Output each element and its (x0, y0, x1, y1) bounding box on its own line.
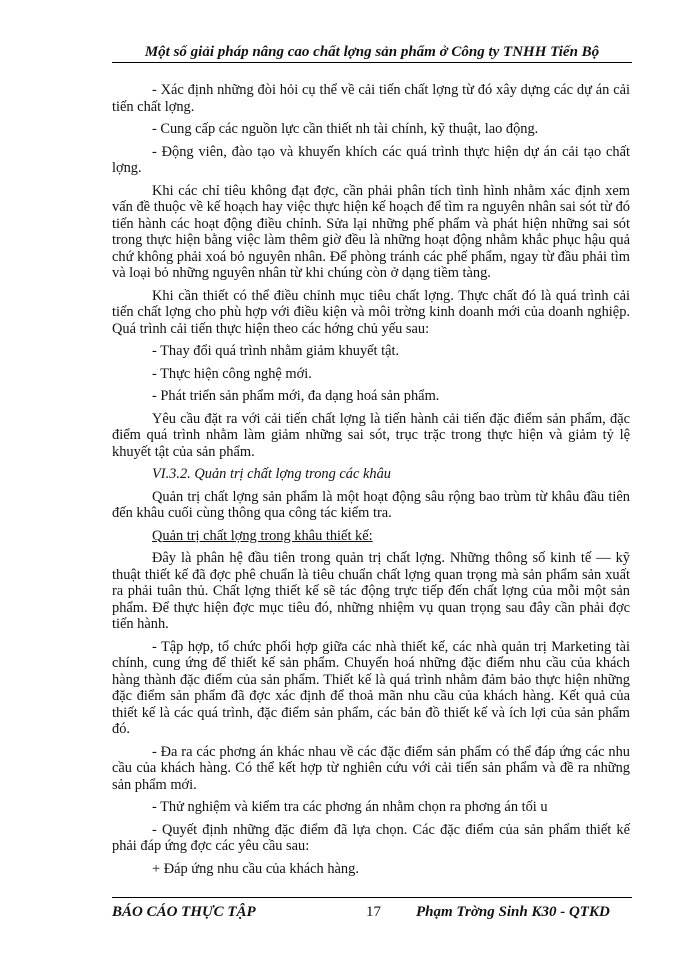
footer-rule (112, 897, 632, 898)
footer-report-label: BÁO CÁO THỰC TẬP (112, 904, 256, 920)
paragraph: - Quyết định những đặc điểm đã lựa chọn. Các đặc điểm của sản phẩm thiết kế phải đáp ứng đợc các yêu cầu sau: (112, 821, 630, 854)
paragraph: + Đáp ứng nhu cầu của khách hàng. (152, 860, 359, 877)
paragraph: Yêu cầu đặt ra với cải tiến chất lợng là tiến hành cải tiến đặc điểm sản phẩm, đặc điểm quá trình nhằm làm giảm những sai sót, trục trặc trong thực hiện và giảm tỷ lệ khuyết tật của sản phẩm. (112, 410, 630, 460)
paragraph: - Tập hợp, tổ chức phối hợp giữa các nhà thiết kế, các nhà quản trị Marketing tài chính, cung ứng để thiết kế sản phẩm. Chuyển hoá những đặc điểm nhu cầu của khách hàng thành đặc điểm của sản phẩm. Thiết kế là quá trình nhằm đảm bảo thực hiện những đặc điểm sản phẩm đã đợc xác định để thoả mãn nhu cầu của khách hàng. Kết quả của thiết kế là các quá trình, đặc điểm sản phẩm, các bản đồ thiết kế và ích lợi của sản phẩm đó. (112, 638, 630, 737)
paragraph: - Thay đổi quá trình nhằm giảm khuyết tật. (152, 343, 400, 359)
document-body (112, 82, 630, 883)
section-heading: VI.3.2. Quản trị chất lợng trong các khâu (152, 466, 391, 482)
footer-author: Phạm Trờng Sinh K30 - QTKD (416, 904, 610, 920)
paragraph: - Xác định những đòi hỏi cụ thể về cải tiến chất lợng từ đó xây dựng các dự án cải tiến chất lợng. (112, 82, 630, 115)
paragraph: Khi cần thiết có thể điều chỉnh mục tiêu chất lợng. Thực chất đó là quá trình cải tiến chất lợng cho phù hợp với điều kiện và môi trờng kinh doanh mới của doanh nghiệp. Quá trình cải tiến thực hiện theo các hớng chủ yếu sau: (112, 287, 630, 337)
paragraph: - Thực hiện công nghệ mới. (152, 365, 312, 382)
page-header-title: Một số giải pháp nâng cao chất lợng sản phẩm ở Công ty TNHH Tiến Bộ (144, 44, 600, 60)
paragraph: - Thử nghiệm và kiểm tra các phơng án nhằm chọn ra phơng án tối u (152, 799, 548, 815)
paragraph: - Đa ra các phơng án khác nhau về các đặc điểm sản phẩm có thể đáp ứng các nhu cầu của khách hàng. Có thể kết hợp từ nghiên cứu với cải tiến sản phẩm và đề ra những sản phẩm mới. (112, 743, 630, 793)
header-rule (112, 62, 632, 63)
page-number: 17 (366, 904, 381, 920)
paragraph: Quản trị chất lợng sản phẩm là một hoạt động sâu rộng bao trùm từ khâu đầu tiên đến khâu cuối cùng thông qua công tác kiểm tra. (112, 488, 630, 521)
paragraph: Khi các chỉ tiêu không đạt đợc, cần phải phân tích tình hình nhằm xác định xem vấn đề thuộc về kế hoạch hay việc thực hiện kế hoạch để tìm ra nguyên nhân sai sót từ đó tiến hành các hoạt động điều chỉnh. Sửa lại những phế phẩm và phát hiện những sai sót trong thực hiện bằng việc làm thêm giờ đều là những hoạt động nhằm khắc phục hậu quả chứ không phải xoá bỏ nguyên nhân. Để phòng tránh các phế phẩm, ngay từ đầu phải tìm và loại bỏ những nguyên nhân từ khi chúng còn ở dạng tiềm tàng. (112, 182, 630, 281)
paragraph: - Cung cấp các nguồn lực cần thiết nh tài chính, kỹ thuật, lao động. (152, 121, 539, 137)
paragraph: - Phát triển sản phẩm mới, đa dạng hoá sản phẩm. (152, 388, 440, 404)
paragraph: Đây là phân hệ đầu tiên trong quản trị chất lợng. Những thông số kinh tế — kỹ thuật thiết kế đã đợc phê chuẩn là tiêu chuẩn chất lợng quan trọng mà sản phẩm sản xuất ra phải tuân thủ. Chất lợng thiết kế sẽ tác động trực tiếp đến chất lợng của mỗi một sản phẩm. Để thực hiện đợc mục tiêu đó, những nhiệm vụ quan trọng sau đây cần phải đợc tiến hành. (112, 550, 630, 632)
subsection-heading: Quản trị chất lợng trong khâu thiết kế: (152, 527, 373, 544)
paragraph: - Động viên, đào tạo và khuyến khích các quá trình thực hiện dự án cải tạo chất lợng. (112, 143, 630, 176)
